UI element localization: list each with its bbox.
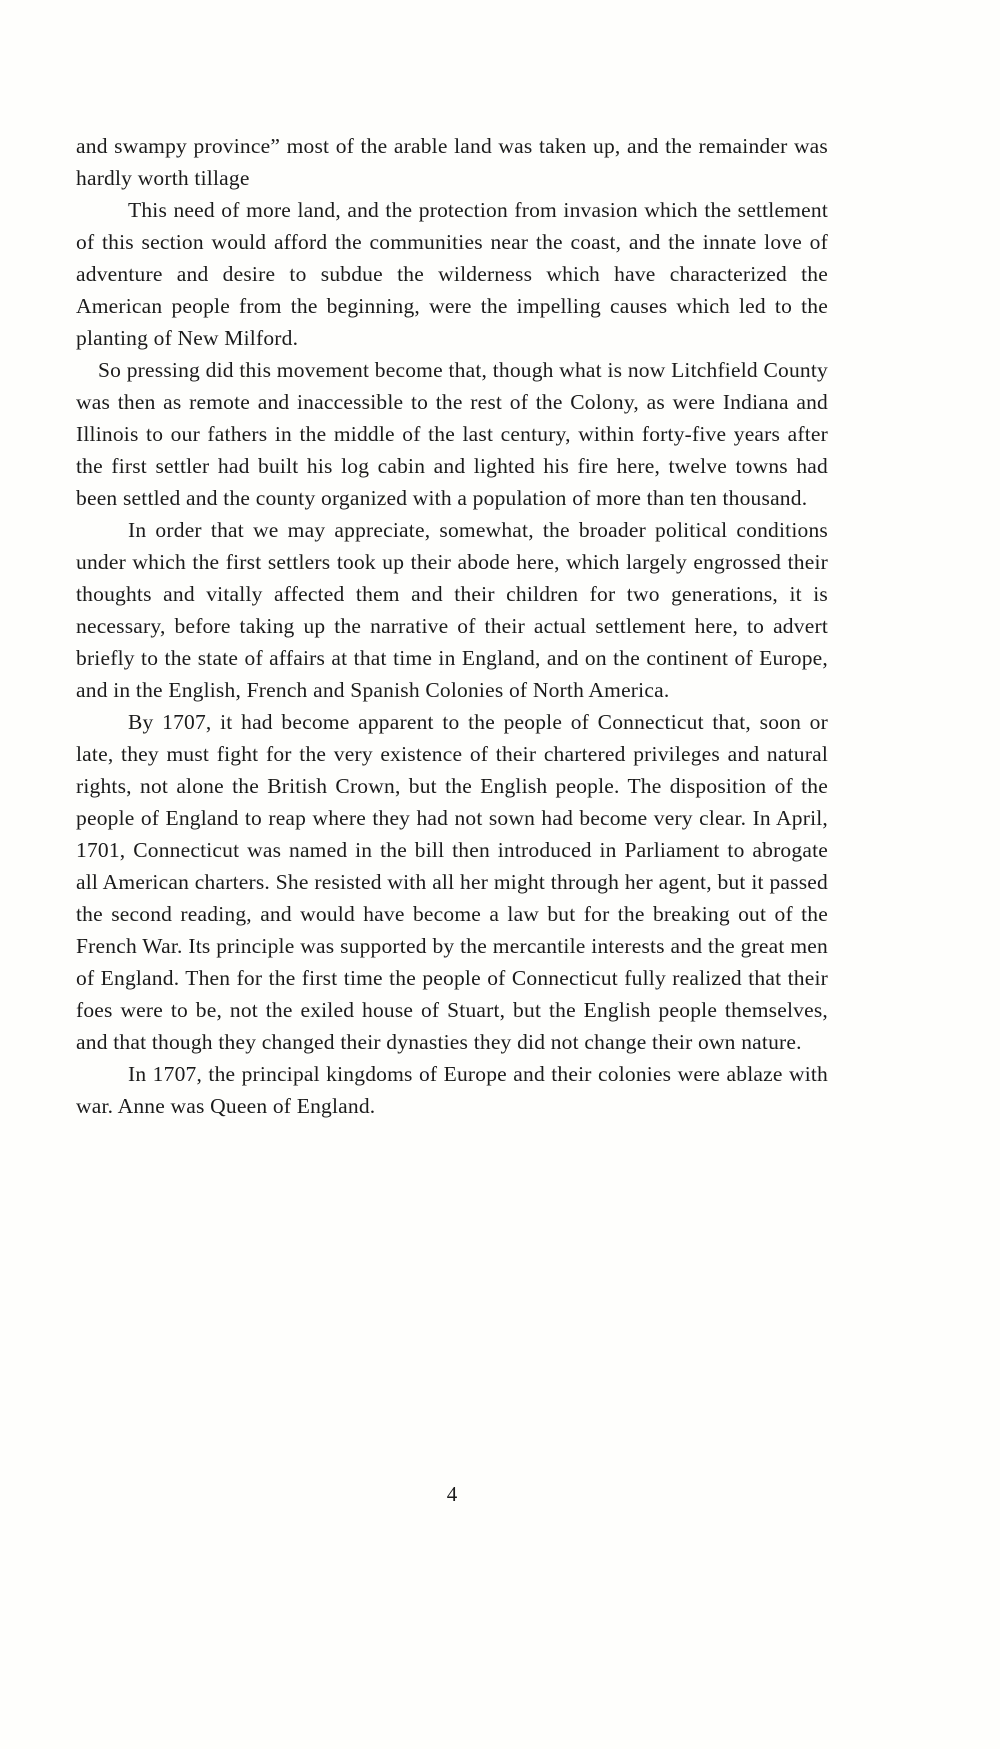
paragraph: By 1707, it had become apparent to the people of Connecticut that, soon or late, they must fight for the very existence of their chartered privileges and natural rights, not alone the British Crown, but the English people. The disposition of the people of England to reap where they had not sown had become very clear. In April, 1701, Connecticut was named in the bill then introduced in Parliament to abrogate all American charters. She resisted with all her might through her agent, but it passed the second reading, and would have become a law but for the breaking out of the French War. Its principle was supported by the mercantile interests and the great men of England. Then for the first time the people of Connecticut fully realized that their foes were to be, not the exiled house of Stuart, but the English people themselves, and that though they changed their dynasties they did not change their own nature. bbox=[76, 710, 828, 1054]
page-text bbox=[76, 130, 828, 1122]
paragraph: In order that we may appreciate, somewhat, the broader political conditions under which the first settlers took up their abode here, which largely engrossed their thoughts and vitally affected them and their children for two generations, it is necessary, before taking up the narrative of their actual settlement here, to advert briefly to the state of affairs at that time in England, and on the continent of Europe, and in the English, French and Spanish Colonies of North America. bbox=[76, 518, 828, 702]
paragraph: So pressing did this movement become that, though what is now Litchfield County was then as remote and inaccessible to the rest of the Colony, as were Indiana and Illinois to our fathers in the middle of the last century, within forty-five years after the first settler had built his log cabin and lighted his fire here, twelve towns had been settled and the county organized with a population of more than ten thousand. bbox=[76, 358, 828, 510]
paragraph: This need of more land, and the protection from invasion which the settlement of this section would afford the communities near the coast, and the innate love of adventure and desire to subdue the wilderness which have characterized the American people from the beginning, were the impelling causes which led to the planting of New Milford. bbox=[76, 198, 828, 350]
paragraph: In 1707, the principal kingdoms of Europe and their colonies were ablaze with war. Anne was Queen of England. bbox=[76, 1062, 828, 1118]
paragraph: and swampy province” most of the arable land was taken up, and the remainder was hardly worth tillage bbox=[76, 134, 828, 190]
page-number: 4 bbox=[446, 1482, 458, 1506]
